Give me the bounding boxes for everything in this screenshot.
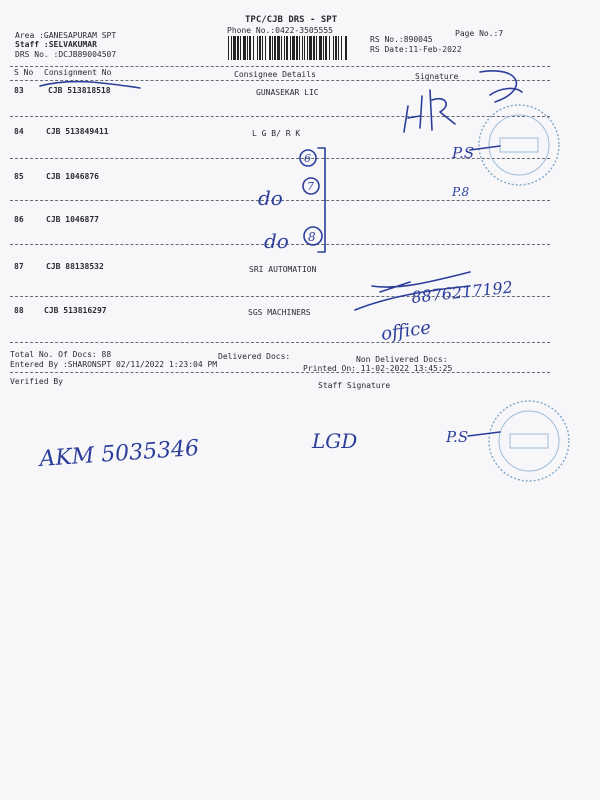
printed-on: Printed On: 11-02-2022 13:45:25 bbox=[303, 364, 453, 373]
row-consignee: SGS MACHINERS bbox=[248, 308, 311, 317]
ditto-mark: do bbox=[258, 186, 283, 210]
row-sno: 84 bbox=[14, 127, 24, 136]
row83-scribble bbox=[40, 82, 140, 88]
total-docs: Total No. Of Docs: 88 bbox=[10, 350, 112, 359]
row-consignee: L G B/ R K bbox=[252, 129, 301, 138]
row-sno: 88 bbox=[14, 306, 24, 315]
bottom-left-note: AKM 5035346 bbox=[38, 435, 200, 472]
hr-signature bbox=[404, 90, 455, 132]
row-sno: 85 bbox=[14, 172, 24, 181]
row-sno: 87 bbox=[14, 262, 24, 271]
staff-signature-label: Staff Signature bbox=[318, 381, 391, 390]
staff-label: Staff :SELVAKUMAR bbox=[15, 40, 97, 49]
ps-underline bbox=[468, 432, 500, 436]
non-delivered-docs: Non Delivered Docs: bbox=[356, 355, 448, 364]
office-handwritten: office bbox=[379, 317, 433, 345]
col-sno: S No bbox=[14, 68, 34, 77]
row-consignment: CJB 513849411 bbox=[46, 127, 109, 136]
row-sno: 86 bbox=[14, 215, 24, 224]
bottom-mid-note: LGD bbox=[312, 429, 358, 453]
rs-date: RS Date:11-Feb-2022 bbox=[370, 45, 462, 54]
col-consignment: Consignment No bbox=[44, 68, 112, 77]
col-signature: Signature bbox=[415, 72, 459, 81]
ps-signature: P.S bbox=[446, 428, 469, 446]
phone-handwritten: 8876217192 bbox=[410, 277, 514, 307]
row-consignee: SRI AUTOMATION bbox=[249, 265, 317, 274]
drs-number: DRS No. :DCJB89004507 bbox=[15, 50, 117, 59]
verified-by: Verified By bbox=[10, 377, 63, 386]
row-consignment: CJB 1046876 bbox=[46, 172, 99, 181]
delivered-docs: Delivered Docs: bbox=[218, 352, 291, 361]
col-consignee: Consignee Details bbox=[234, 70, 316, 79]
row-consignment: CJB 1046877 bbox=[46, 215, 99, 224]
document-title: TPC/CJB DRS - SPT bbox=[245, 15, 338, 25]
entered-by: Entered By :SHARONSPT 02/11/2022 1:23:04 PM bbox=[10, 360, 218, 369]
p8-mark: P.8 bbox=[452, 185, 470, 199]
row-sno: 83 bbox=[14, 86, 24, 95]
circle-8-digit: 8 bbox=[308, 230, 316, 244]
row-consignment: CJB 88138532 bbox=[46, 262, 104, 271]
row-consignment: CJB 513818518 bbox=[48, 86, 111, 95]
ditto-mark: do bbox=[264, 229, 289, 253]
rs-number: RS No.:890045 bbox=[370, 35, 433, 44]
phone-number: Phone No.:0422-3505555 bbox=[227, 26, 333, 35]
circle-6-digit: 6 bbox=[304, 152, 311, 165]
row-consignee: GUNASEKAR LIC bbox=[256, 88, 319, 97]
ps-underline bbox=[470, 146, 500, 150]
page-number: Page No.:7 bbox=[455, 29, 504, 38]
signature-scribble bbox=[480, 71, 522, 102]
row-consignment: CJB 513816297 bbox=[44, 306, 107, 315]
circle-7-digit: 7 bbox=[307, 180, 314, 193]
ps-signature: P.S bbox=[452, 144, 475, 162]
area-label: Area :GANESAPURAM SPT bbox=[15, 31, 117, 40]
